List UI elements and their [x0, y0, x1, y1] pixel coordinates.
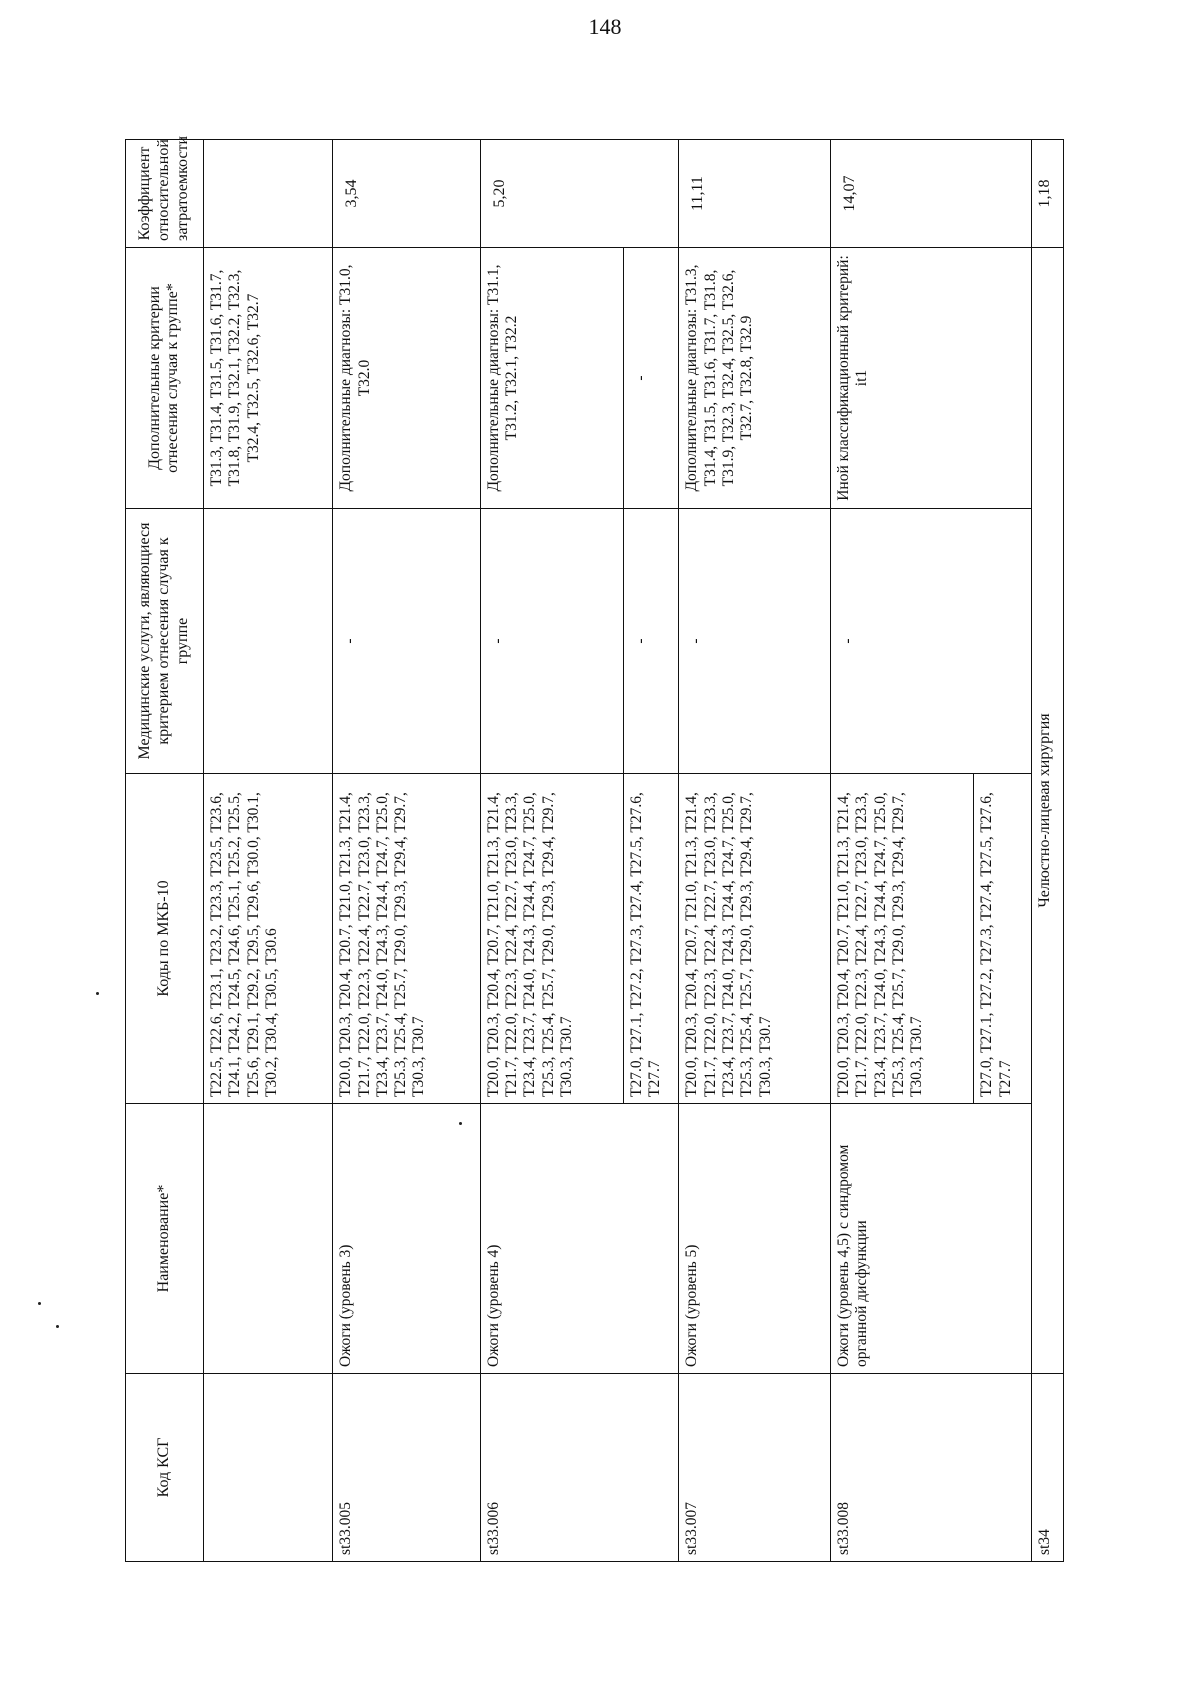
- row-services: -: [679, 509, 831, 774]
- table-row-st33-006: [480, 140, 623, 1562]
- ksg-table: [125, 135, 1064, 1562]
- row-coefficient: 14,07: [831, 140, 1032, 248]
- row-extra: Дополнительные диагнозы: T31.1, T31.2, T32.1, T32.2: [480, 248, 623, 509]
- subrow-icd: T27.0, T27.1, T27.2, T27.3, T27.4, T27.5, T27.6, T27.7: [623, 774, 679, 1104]
- table-row-st33-008: [831, 140, 974, 1562]
- row-extra: Дополнительные диагнозы: T31.3, T31.4, T31.5, T31.6, T31.7, T31.8, T31.9, T32.3, T32.4, T32.5, T32.6, T32.7, T32.8, T32.9: [679, 248, 831, 509]
- scan-speck: [38, 1302, 41, 1305]
- cont-code-cell: [203, 1374, 332, 1562]
- cont-extra-cell: T31.3, T31.4, T31.5, T31.6, T31.7, T31.8, T31.9, T32.1, T32.2, T32.3, T32.4, T32.5, T32.6, T32.7: [203, 248, 332, 509]
- section-title: Челюстно-лицевая хирургия: [1031, 248, 1063, 1374]
- scan-speck: [56, 1325, 59, 1328]
- row-icd: T20.0, T20.3, T20.4, T20.7, T21.0, T21.3, T21.4, T21.7, T22.0, T22.3, T22.4, T22.7, T23.0, T23.3, T23.4, T23.7, T24.0, T24.3, T24.4, T24.7, T25.0, T25.3, T25.4, T25.7, T29.0, T29.3, T29.4, T29.7, T30.3, T30.7: [480, 774, 623, 1104]
- table-header-row: [126, 140, 204, 1562]
- scan-speck: [459, 1122, 462, 1125]
- subrow-services: -: [623, 509, 679, 774]
- header-coefficient: Коэффициент относительной затратоемкости: [126, 140, 204, 248]
- header-services: Медицинские услуги, являющиеся критерием отнесения случая к группе: [126, 509, 204, 774]
- row-coefficient: 3,54: [333, 140, 480, 248]
- cont-icd-cell: T22.5, T22.6, T23.1, T23.2, T23.3, T23.5, T23.6, T24.1, T24.2, T24.5, T24.6, T25.1, T25.2, T25.5, T25.6, T29.1, T29.2, T29.5, T29.6, T30.0, T30.1, T30.2, T30.4, T30.5, T30.6: [203, 774, 332, 1104]
- header-code: Код КСГ: [126, 1374, 204, 1562]
- row-name: Ожоги (уровень 3): [333, 1104, 480, 1374]
- row-name: Ожоги (уровень 5): [679, 1104, 831, 1374]
- header-icd: Коды по МКБ-10: [126, 774, 204, 1104]
- row-icd: T20.0, T20.3, T20.4, T20.7, T21.0, T21.3, T21.4, T21.7, T22.0, T22.3, T22.4, T22.7, T23.0, T23.3, T23.4, T23.7, T24.0, T24.3, T24.4, T24.7, T25.0, T25.3, T25.4, T25.7, T29.0, T29.3, T29.4, T29.7, T30.3, T30.7: [679, 774, 831, 1104]
- row-name: Ожоги (уровень 4): [480, 1104, 679, 1374]
- row-code: st33.005: [333, 1374, 480, 1562]
- cont-services-cell: [203, 509, 332, 774]
- subrow-icd: T27.0, T27.1, T27.2, T27.3, T27.4, T27.5, T27.6, T27.7: [974, 774, 1032, 1104]
- row-services: -: [831, 509, 1032, 774]
- row-code: st33.007: [679, 1374, 831, 1562]
- row-services: -: [333, 509, 480, 774]
- row-icd: T20.0, T20.3, T20.4, T20.7, T21.0, T21.3, T21.4, T21.7, T22.0, T22.3, T22.4, T22.7, T23.0, T23.3, T23.4, T23.7, T24.0, T24.3, T24.4, T24.7, T25.0, T25.3, T25.4, T25.7, T29.0, T29.3, T29.4, T29.7, T30.3, T30.7: [333, 774, 480, 1104]
- row-code: st33.008: [831, 1374, 1032, 1562]
- row-coefficient: 1,18: [1031, 140, 1063, 248]
- row-extra: Дополнительные диагнозы: T31.0, T32.0: [333, 248, 480, 509]
- row-coefficient: 11,11: [679, 140, 831, 248]
- row-code: st34: [1031, 1374, 1063, 1562]
- scan-speck: [96, 992, 99, 995]
- row-name: Ожоги (уровень 4,5) с синдромом органной дисфункции: [831, 1104, 1032, 1374]
- header-extra-criteria: Дополнительные критерии отнесения случая к группе*: [126, 248, 204, 509]
- page-number: 148: [588, 14, 622, 39]
- rotated-table-container: [125, 135, 1064, 1562]
- row-coefficient: 5,20: [480, 140, 679, 248]
- row-code: st33.006: [480, 1374, 679, 1562]
- header-name: Наименование*: [126, 1104, 204, 1374]
- table-row-st33-007: [679, 140, 831, 1562]
- subrow-extra: -: [623, 248, 679, 509]
- cont-name-cell: [203, 1104, 332, 1374]
- row-icd: T20.0, T20.3, T20.4, T20.7, T21.0, T21.3, T21.4, T21.7, T22.0, T22.3, T22.4, T22.7, T23.0, T23.3, T23.4, T23.7, T24.0, T24.3, T24.4, T24.7, T25.0, T25.3, T25.4, T25.7, T29.0, T29.3, T29.4, T29.7, T30.3, T30.7: [831, 774, 974, 1104]
- table-row-continuation: [203, 140, 332, 1562]
- row-services: -: [480, 509, 623, 774]
- table-row-st33-005: [333, 140, 480, 1562]
- table-row-st34: [1031, 140, 1063, 1562]
- cont-coef-cell: [203, 140, 332, 248]
- row-extra: Иной классификационный критерий: it1: [831, 248, 1032, 509]
